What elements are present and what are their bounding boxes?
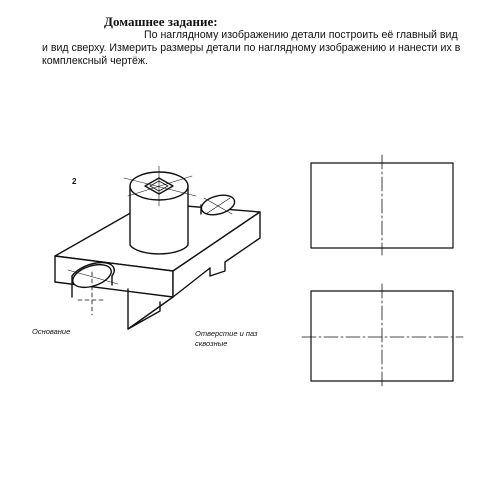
isometric-part-drawing [55,166,260,329]
homework-instructions: По наглядному изображению детали построить её главный вид и вид сверху. Измерить размеры детали по наглядному изображению и нанести их в комплексный чертёж. [42,29,461,67]
label-hole-slot [195,329,305,349]
top-view-frame [302,284,463,388]
homework-title: Домашнее задание: [104,14,218,29]
figure-number: 2 [72,177,77,186]
label-hole-line2: сквозные [195,339,228,348]
front-view-frame [311,155,453,255]
label-base: Основание [32,327,71,336]
label-hole-line1: Отверстие и паз [195,329,258,338]
